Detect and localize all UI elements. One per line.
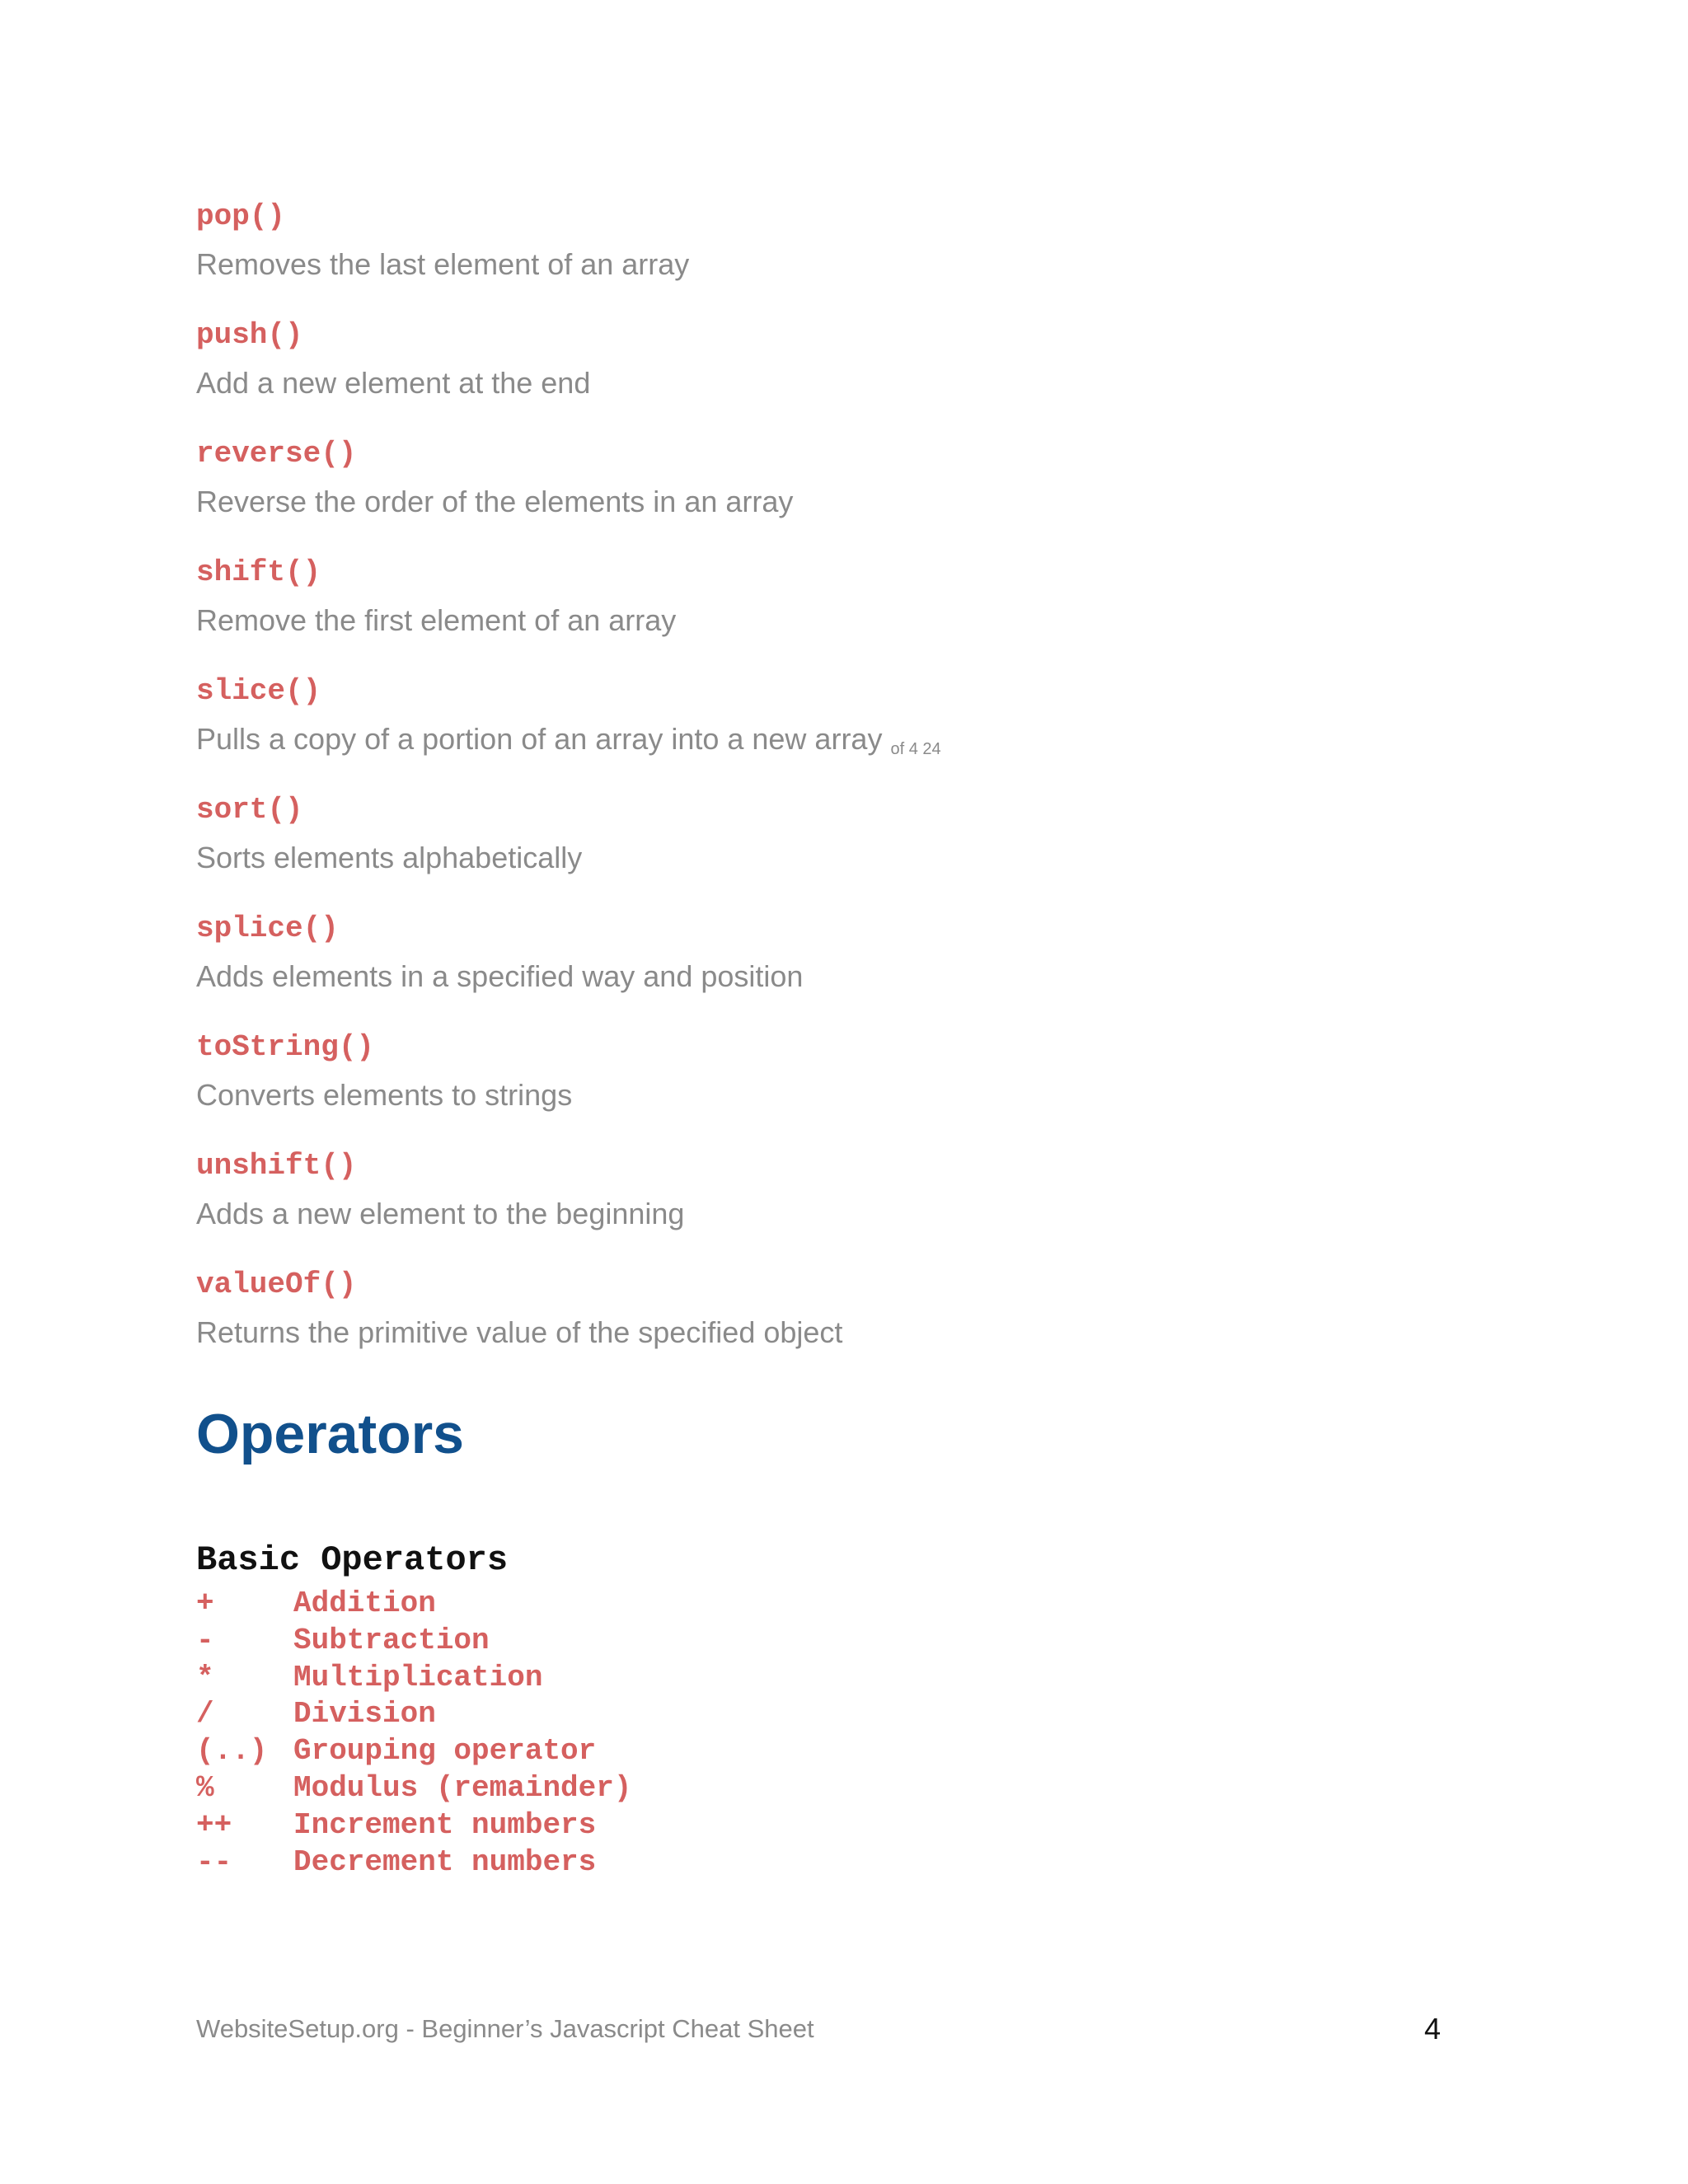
method-name: shift(): [196, 555, 321, 589]
operator-label: Increment numbers: [293, 1807, 597, 1842]
operator-label: Grouping operator: [293, 1734, 597, 1769]
method-description-text: Pulls a copy of a portion of an array into a new array: [196, 722, 883, 756]
operator-symbol: ++: [196, 1807, 232, 1842]
method-name: valueOf(): [196, 1268, 357, 1301]
method-name: sort(): [196, 793, 303, 827]
operator-symbol: %: [196, 1770, 214, 1805]
operator-label: Decrement numbers: [293, 1844, 597, 1879]
operator-symbol: /: [196, 1697, 214, 1732]
method-entry: [196, 554, 1432, 673]
operator-symbol: *: [196, 1660, 214, 1694]
method-name: splice(): [196, 912, 339, 945]
method-description: Returns the primitive value of the specified object: [196, 1315, 843, 1349]
basic-operators-block: [196, 1538, 631, 1881]
operator-symbol: -: [196, 1623, 214, 1657]
method-description: Add a new element at the end: [196, 366, 591, 400]
method-description: Remove the first element of an array: [196, 603, 677, 637]
section-title: Operators: [196, 1403, 464, 1465]
operator-row: [196, 1733, 631, 1770]
operator-label: Multiplication: [293, 1660, 543, 1694]
method-entry: [196, 910, 1432, 1029]
operator-row: [196, 1844, 631, 1882]
footer-text: WebsiteSetup.org - Beginner’s Javascript Cheat Sheet: [196, 2014, 814, 2043]
operator-symbol: --: [196, 1844, 232, 1879]
operator-label: Addition: [293, 1586, 436, 1620]
method-description: Adds elements in a specified way and position: [196, 959, 804, 993]
basic-operators-heading: Basic Operators: [196, 1540, 509, 1580]
method-entry: [196, 316, 1432, 435]
array-methods-list: [196, 198, 1432, 1385]
method-entry: [196, 791, 1432, 910]
operator-row: [196, 1770, 631, 1807]
method-description: Removes the last element of an array: [196, 247, 690, 281]
method-entry: [196, 1266, 1432, 1385]
operator-label: Subtraction: [293, 1623, 490, 1657]
method-entry: [196, 673, 1432, 791]
method-entry: [196, 1147, 1432, 1266]
operator-row: [196, 1696, 631, 1733]
method-description: Sorts elements alphabetically: [196, 841, 583, 874]
method-name: reverse(): [196, 437, 357, 471]
method-entry: [196, 435, 1432, 554]
operator-row: [196, 1660, 631, 1697]
operator-row: [196, 1623, 631, 1660]
method-name: unshift(): [196, 1149, 357, 1183]
method-entry: [196, 198, 1432, 316]
operator-label: Division: [293, 1697, 436, 1732]
method-name: push(): [196, 318, 303, 352]
operator-symbol: +: [196, 1586, 214, 1620]
method-name: pop(): [196, 199, 286, 233]
operator-row: [196, 1807, 631, 1844]
method-entry: [196, 1029, 1432, 1147]
page-number: 4: [1423, 2012, 1441, 2046]
method-description: Reverse the order of the elements in an array: [196, 485, 794, 518]
method-description: Converts elements to strings: [196, 1078, 573, 1112]
method-name: slice(): [196, 674, 321, 708]
page-footer: [196, 2011, 1441, 2047]
method-description: [196, 720, 941, 763]
method-description: Adds a new element to the beginning: [196, 1197, 685, 1230]
operator-label: Modulus (remainder): [293, 1770, 632, 1805]
method-name: toString(): [196, 1030, 375, 1064]
operator-row: [196, 1586, 631, 1623]
operator-symbol: (..): [196, 1734, 268, 1769]
page-marker: of 4 24: [890, 740, 941, 758]
